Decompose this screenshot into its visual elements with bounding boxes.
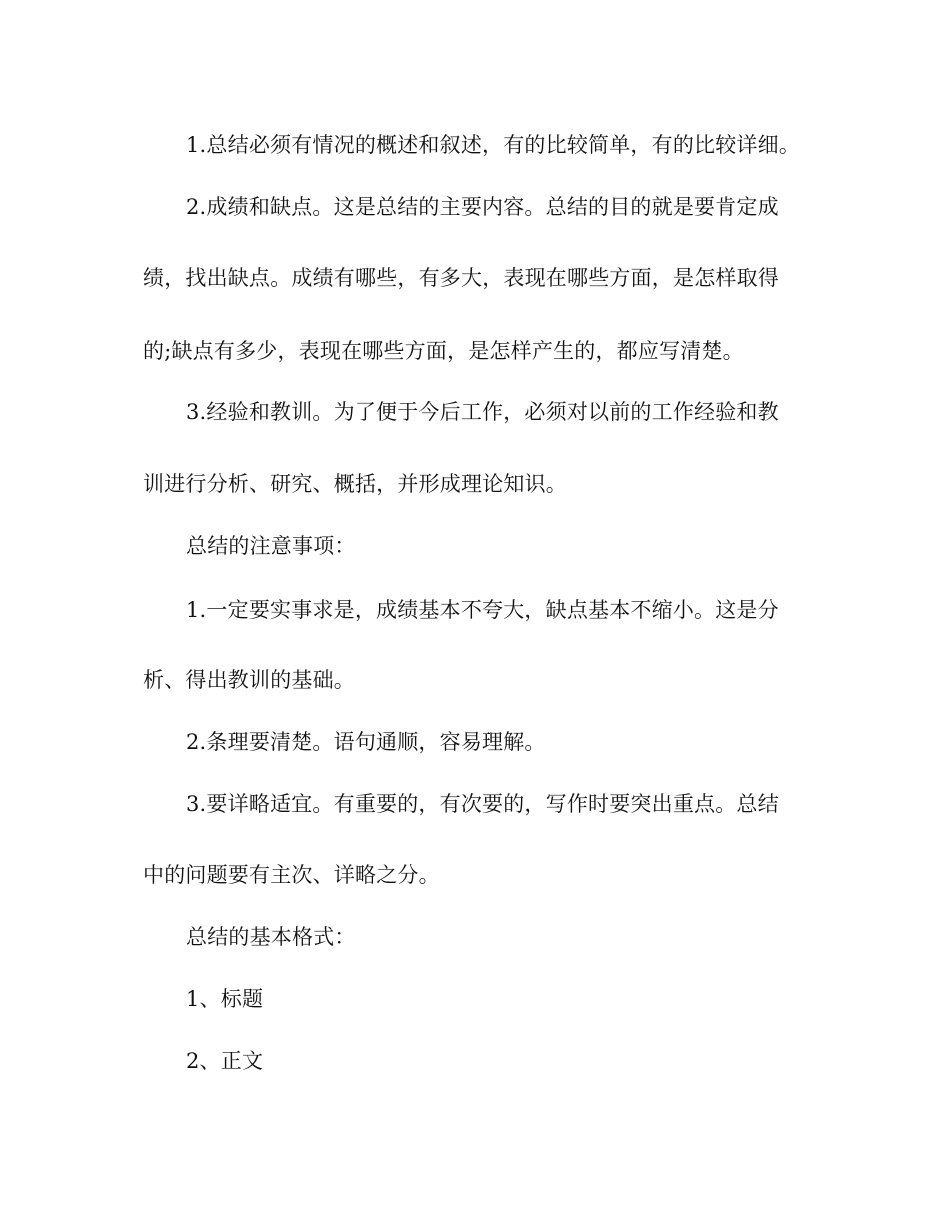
paragraph-line: 中的问题要有主次、详略之分。: [143, 863, 440, 887]
paragraph-line: 2.条理要清楚。语句通顺，容易理解。: [186, 730, 546, 754]
paragraph-line: 1.一定要实事求是，成绩基本不夸大，缺点基本不缩小。这是分: [186, 598, 779, 622]
section-heading: 总结的基本格式：: [186, 925, 356, 949]
paragraph-line: 3.要详略适宜。有重要的，有次要的，写作时要突出重点。总结: [186, 792, 779, 816]
paragraph-line: 2.成绩和缺点。这是总结的主要内容。总结的目的就是要肯定成: [186, 195, 779, 219]
section-heading: 总结的注意事项：: [186, 534, 356, 558]
paragraph-line: 3.经验和教训。为了便于今后工作，必须对以前的工作经验和教: [186, 400, 779, 424]
paragraph-line: 绩，找出缺点。成绩有哪些，有多大，表现在哪些方面，是怎样取得: [143, 266, 779, 290]
list-item: 2、正文: [186, 1049, 264, 1073]
list-item: 1、标题: [186, 987, 264, 1011]
paragraph-line: 训进行分析、研究、概括，并形成理论知识。: [143, 472, 567, 496]
paragraph-line: 析、得出教训的基础。: [143, 668, 355, 692]
paragraph-line: 1.总结必须有情况的概述和叙述，有的比较简单，有的比较详细。: [186, 133, 801, 157]
paragraph-line: 的;缺点有多少，表现在哪些方面，是怎样产生的，都应写清楚。: [143, 339, 744, 363]
